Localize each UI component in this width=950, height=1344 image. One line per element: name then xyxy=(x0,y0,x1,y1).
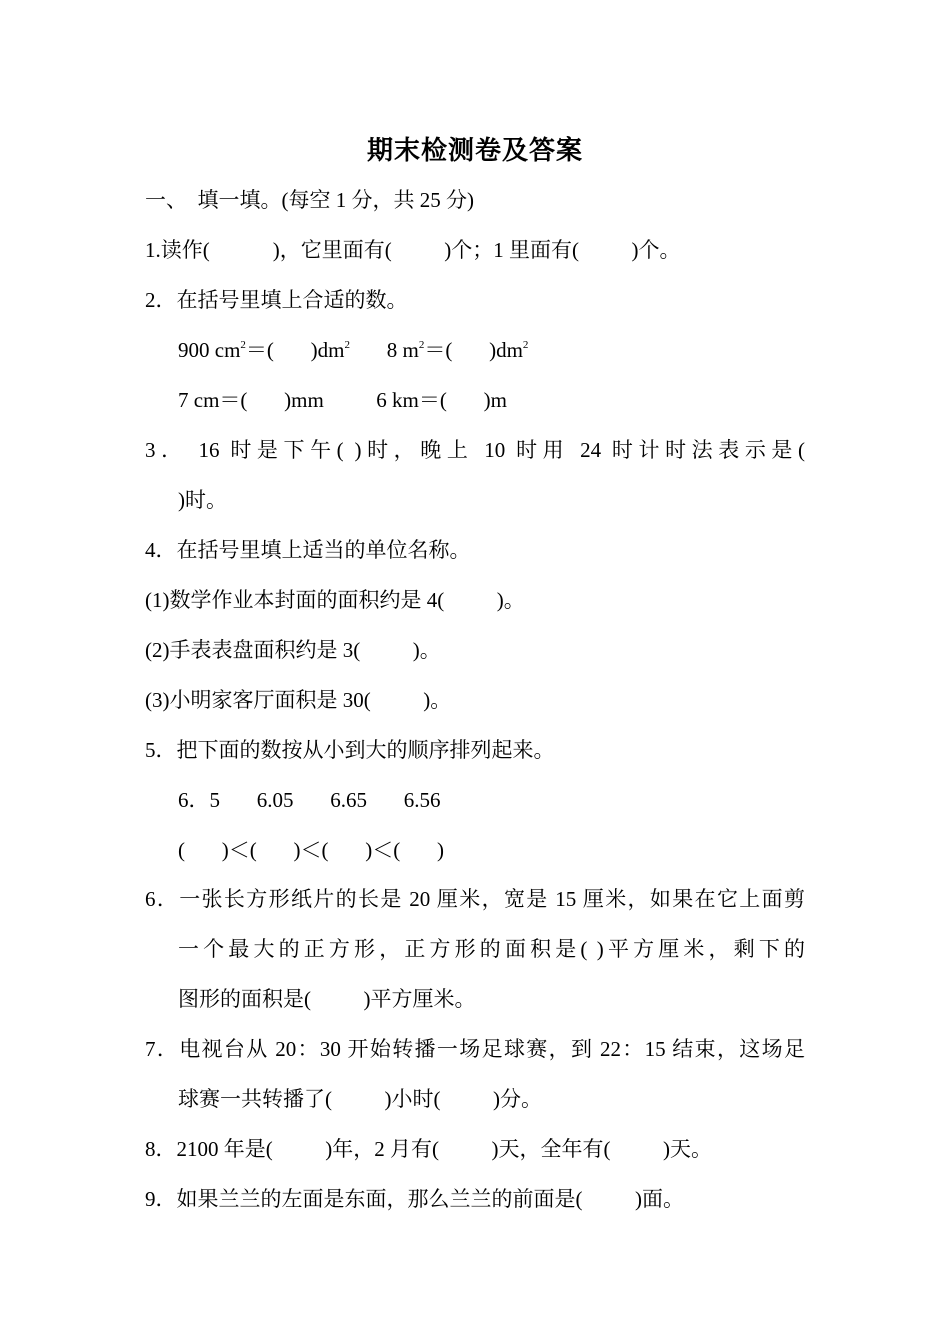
question-6-line-3: 图形的面积是( )平方厘米。 xyxy=(178,987,476,1011)
question-1: 1.读作( )，它里面有( )个；1 里面有( )个。 xyxy=(145,238,681,262)
q2a-sup4: 2 xyxy=(522,339,529,351)
question-7-line-1: 7．电视台从 20：30 开始转播一场足球赛，到 22：15 结束，这场足 xyxy=(145,1037,805,1061)
question-2: 2．在括号里填上合适的数。 xyxy=(145,288,408,312)
question-3-line-1: 3． 16 时是下午( )时，晚上 10 时用 24 时计时法表示是( xyxy=(145,438,805,462)
question-9: 9．如果兰兰的左面是东面，那么兰兰的前面是( )面。 xyxy=(145,1187,684,1211)
q2a-sup1: 2 xyxy=(240,339,246,351)
question-5: 5．把下面的数按从小到大的顺序排列起来。 xyxy=(145,738,555,762)
question-2-row-a xyxy=(178,335,528,365)
question-4: 4．在括号里填上适当的单位名称。 xyxy=(145,538,471,562)
page-title: 期末检测卷及答案 xyxy=(366,136,583,166)
q2a-part3: 8 m xyxy=(349,338,419,362)
section-heading: 一、 填一填。(每空 1 分，共 25 分) xyxy=(145,188,474,212)
q2a-part4: ＝( )dm xyxy=(424,338,523,362)
question-4-1: (1)数学作业本封面的面积约是 4( )。 xyxy=(145,588,525,612)
question-4-2: (2)手表表盘面积约是 3( )。 xyxy=(145,638,441,662)
q2a-sup3: 2 xyxy=(418,339,425,351)
question-2-row-b: 7 cm＝( )mm 6 km＝( )m xyxy=(178,388,507,412)
question-8: 8．2100 年是( )年，2 月有( )天，全年有( )天。 xyxy=(145,1137,712,1161)
question-6-line-2: 一个最大的正方形，正方形的面积是( )平方厘米，剩下的 xyxy=(178,937,805,961)
question-3-line-2: )时。 xyxy=(178,488,227,512)
question-4-3: (3)小明家客厅面积是 30( )。 xyxy=(145,688,452,712)
q2a-sup2: 2 xyxy=(344,339,350,351)
question-6-line-1: 6．一张长方形纸片的长是 20 厘米，宽是 15 厘米，如果在它上面剪 xyxy=(145,887,805,911)
q2a-part2: ＝( )dm xyxy=(245,338,345,362)
question-5-numbers: 6．5 6.05 6.65 6.56 xyxy=(178,788,441,812)
question-7-line-2: 球赛一共转播了( )小时( )分。 xyxy=(178,1087,542,1111)
question-5-order: ( )＜( )＜( )＜( ) xyxy=(178,838,444,862)
q2a-part1: 900 cm xyxy=(178,338,241,362)
